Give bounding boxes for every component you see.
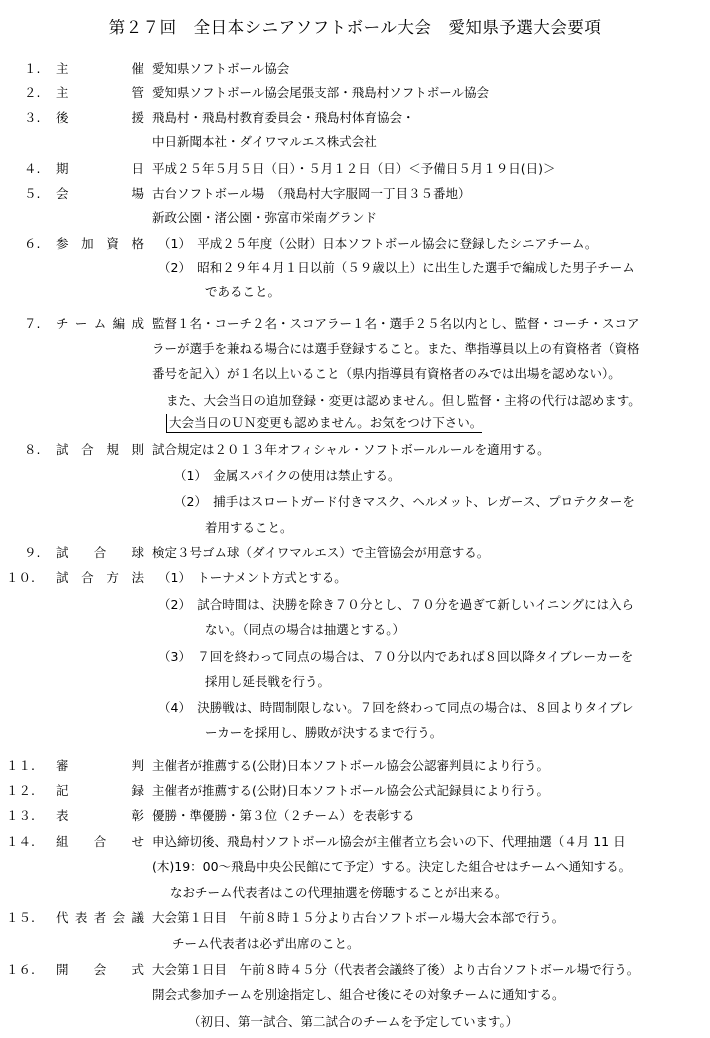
- section-text-line: 採用し延長戦を行う。: [205, 674, 331, 689]
- section-text-line: 優勝・準優勝・第３位（２チーム）を表彰する: [152, 808, 415, 823]
- label-char: 会: [112, 910, 126, 925]
- section-text-line: チーム代表者は必ず出席のこと。: [172, 936, 360, 951]
- label-char: 成: [131, 316, 144, 331]
- label-char: ム: [93, 316, 107, 331]
- label-char: 試: [56, 545, 69, 560]
- section-text-line: ーカーを採用し、勝敗が決するまで行う。: [205, 725, 443, 740]
- label-char: 会: [93, 962, 107, 977]
- label-char: 管: [131, 85, 144, 100]
- label-char: 表: [56, 808, 69, 823]
- label-char: 期: [56, 161, 69, 176]
- label-char: 表: [74, 910, 88, 925]
- section-text-line: （1） 金属スパイクの使用は禁止する。: [174, 468, 401, 483]
- section-label: [56, 779, 144, 803]
- label-char: 編: [112, 316, 126, 331]
- section-label: [56, 182, 144, 206]
- section-label: [56, 958, 144, 982]
- label-char: 法: [131, 570, 144, 585]
- label-char: 主: [56, 85, 69, 100]
- section-label: [56, 754, 144, 778]
- section-label: [56, 57, 144, 81]
- section-text-line: 大会第１日目 午前８時１５分より古台ソフトボール場大会本部で行う。: [152, 910, 565, 925]
- section-text-line: 飛島村・飛島村教育委員会・飛島村体育協会・: [152, 110, 415, 125]
- section-label: [56, 232, 144, 256]
- label-char: 試: [56, 570, 69, 585]
- section-number: ８.: [24, 442, 41, 457]
- section-number: ５.: [24, 186, 41, 201]
- section-number: ３.: [24, 110, 41, 125]
- section-number: １.: [24, 61, 41, 76]
- label-char: 合: [81, 570, 94, 585]
- section-label: [56, 81, 144, 105]
- section-text-line: （初日、第一試合、第二試合のチームを予定しています。）: [188, 1014, 519, 1029]
- section-label: [56, 804, 144, 828]
- section-text-line: 大会当日のＵＮ変更も認めません。お気をつけ下さい。: [166, 414, 482, 433]
- label-char: 合: [93, 834, 107, 849]
- section-label: [56, 541, 144, 565]
- section-number: １５.: [6, 910, 35, 925]
- label-char: 代: [56, 910, 69, 925]
- label-char: 格: [131, 236, 144, 251]
- section-text-line: 試合規定は２０１３年オフィシャル・ソフトボールルールを適用する。: [152, 442, 550, 457]
- section-text-line: （2） 試合時間は、決勝を除き７０分とし、７０分を過ぎて新しいイニングには入ら: [158, 597, 634, 612]
- label-char: 者: [93, 910, 107, 925]
- label-char: 試: [56, 442, 69, 457]
- section-text-line: 愛知県ソフトボール協会: [152, 61, 290, 76]
- label-char: 資: [106, 236, 119, 251]
- section-label: [56, 906, 144, 930]
- label-char: 則: [131, 442, 144, 457]
- label-char: 規: [106, 442, 119, 457]
- section-number: ７.: [24, 316, 41, 331]
- label-char: チ: [56, 316, 69, 331]
- section-text-line: 着用すること。: [205, 520, 293, 535]
- section-text-line: また、大会当日の追加登録・変更は認めません。但し監督・主将の代行は認めます。: [166, 393, 641, 408]
- section-text-line: （2） 捕手はスロートガード付きマスク、ヘルメット、レガース、プロテクターを: [174, 494, 635, 509]
- label-char: 開: [56, 962, 69, 977]
- section-text-line: 番号を記入）が１名以上いること（県内指導員有資格者のみでは出場を認めない）。: [152, 366, 621, 381]
- label-char: 援: [131, 110, 144, 125]
- section-number: ９.: [24, 545, 41, 560]
- section-text-line: （2） 昭和２９年４月１日以前（５９歳以上）に出生した選手で編成した男子チーム: [158, 260, 635, 275]
- label-char: 参: [56, 236, 69, 251]
- section-text-line: 主催者が推薦する(公財)日本ソフトボール協会公認審判員により行う。: [152, 758, 550, 773]
- section-label: [56, 830, 144, 854]
- section-number: ４.: [24, 161, 41, 176]
- label-char: ー: [74, 316, 88, 331]
- label-char: 後: [56, 110, 69, 125]
- section-label: [56, 312, 144, 336]
- section-label: [56, 106, 144, 130]
- label-char: 日: [131, 161, 144, 176]
- section-text-line: 中日新聞本社・ダイワマルエス株式会社: [152, 134, 377, 149]
- label-char: 組: [56, 834, 69, 849]
- label-char: 審: [56, 758, 69, 773]
- section-text-line: 愛知県ソフトボール協会尾張支部・飛島村ソフトボール協会: [152, 85, 490, 100]
- label-char: 主: [56, 61, 69, 76]
- section-text-line: 主催者が推薦する(公財)日本ソフトボール協会公式記録員により行う。: [152, 783, 550, 798]
- section-number: ６.: [24, 236, 41, 251]
- section-text-line: 監督１名・コーチ２名・スコアラー１名・選手２５名以内とし、監督・コーチ・スコア: [152, 316, 640, 331]
- label-char: 彰: [131, 808, 144, 823]
- section-text-line: 開会式参加チームを別途指定し、組合せ後にその対象チームに通知する。: [152, 987, 565, 1002]
- label-char: 録: [131, 783, 144, 798]
- section-number: １６.: [6, 962, 35, 977]
- section-number: １４.: [6, 834, 35, 849]
- label-char: 方: [106, 570, 119, 585]
- section-text-line: （1） トーナメント方式とする。: [158, 570, 347, 585]
- section-text-line: （1） 平成２５年度（公財）日本ソフトボール協会に登録したシニアチーム。: [158, 236, 598, 251]
- section-label: [56, 157, 144, 181]
- label-char: 合: [93, 545, 107, 560]
- section-text-line: 平成２５年５月５日（日）・５月１２日（日）＜予備日５月１９日(日)＞: [152, 161, 556, 176]
- section-number: １１.: [6, 758, 35, 773]
- section-text-line: （4） 決勝戦は、時間制限しない。７回を終わって同点の場合は、８回よりタイブレ: [158, 700, 634, 715]
- section-text-line: 申込締切後、飛島村ソフトボール協会が主催者立ち会いの下、代理抽選（４月 11 日: [152, 834, 626, 849]
- label-char: 議: [131, 910, 144, 925]
- section-label: [56, 566, 144, 590]
- page-title: 第２７回 全日本シニアソフトボール大会 愛知県予選大会要項: [108, 18, 602, 37]
- label-char: 判: [131, 758, 144, 773]
- section-text-line: 古台ソフトボール場 （飛島村大字服岡一丁目３５番地）: [152, 186, 471, 201]
- section-text-line: 新政公園・渚公園・弥富市栄南グランド: [152, 210, 378, 225]
- section-label: [56, 438, 144, 462]
- section-number: １３.: [6, 808, 35, 823]
- section-text-line: （3） ７回を終わって同点の場合は、７０分以内であれば８回以降タイブレーカーを: [158, 649, 634, 664]
- section-text-line: 検定３号ゴム球（ダイワマルエス）で主管協会が用意する。: [152, 545, 490, 560]
- section-text-line: (木)19：00〜飛島中央公民館にて予定）する。決定した組合せはチームへ通知する。: [152, 859, 632, 874]
- label-char: 会: [56, 186, 69, 201]
- section-number: １０.: [6, 570, 35, 585]
- label-char: 球: [131, 545, 144, 560]
- label-char: 式: [131, 962, 144, 977]
- label-char: せ: [131, 834, 144, 849]
- section-text-line: ラーが選手を兼ねる場合には選手登録すること。また、準指導員以上の有資格者（資格: [152, 341, 640, 356]
- section-number: １２.: [6, 783, 35, 798]
- label-char: 記: [56, 783, 69, 798]
- label-char: 加: [81, 236, 94, 251]
- label-char: 合: [81, 442, 94, 457]
- section-text-line: ない。（同点の場合は抽選とする。）: [205, 622, 406, 637]
- label-char: 場: [131, 186, 144, 201]
- section-text-line: 大会第１日目 午前８時４５分（代表者会議終了後）より古台ソフトボール場で行う。: [152, 962, 640, 977]
- section-number: ２.: [24, 85, 41, 100]
- section-text-line: であること。: [205, 284, 281, 299]
- label-char: 催: [131, 61, 144, 76]
- section-text-line: なおチーム代表者はこの代理抽選を傍聴することが出来る。: [170, 885, 508, 900]
